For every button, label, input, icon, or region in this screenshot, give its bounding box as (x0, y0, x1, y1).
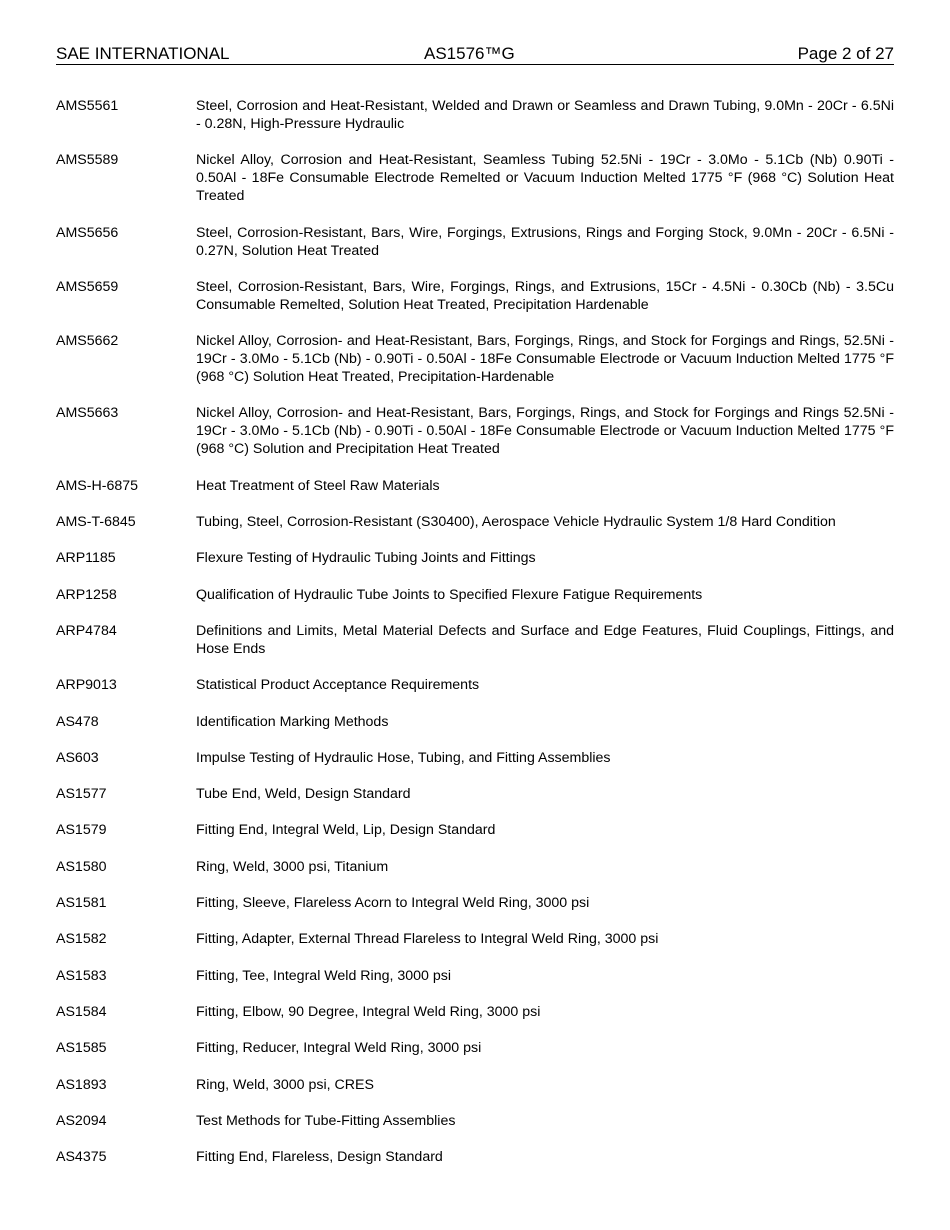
reference-code: AS1579 (56, 822, 107, 839)
reference-title: Identification Marking Methods (196, 713, 389, 730)
reference-code: AS1582 (56, 931, 107, 948)
reference-code: AS1581 (56, 895, 107, 912)
reference-code: AS1583 (56, 967, 107, 984)
reference-code: AMS5561 (56, 98, 119, 114)
reference-item (56, 676, 894, 694)
reference-code: AMS5663 (56, 405, 119, 422)
reference-title: Nickel Alloy, Corrosion- and Heat-Resistant, Bars, Forgings, Rings, and Stock for Forgings and Rings, 52.5Ni - 19Cr - 3.0Mo - 5.1Cb (Nb) - 0.90Ti - 0.50Al - 18Fe Consumable Electrode or Vacuum Induction Melted 1775 °F (968 °C) Solution Heat Treated, Precipitation-Hardenable (196, 333, 894, 386)
reference-code: AMS5589 (56, 152, 119, 169)
reference-code: AS1893 (56, 1076, 107, 1093)
reference-item (56, 278, 894, 314)
reference-title: Nickel Alloy, Corrosion and Heat-Resistant, Seamless Tubing 52.5Ni - 19Cr - 3.0Mo - 5.1Cb (Nb) 0.90Ti - 0.50Al - 18Fe Consumable Electrode Remelted or Vacuum Induction Melted 1775 °F (968 °C) Solution Heat Treated (196, 152, 894, 205)
reference-item (56, 622, 894, 658)
reference-code: AMS5659 (56, 278, 119, 295)
reference-item (56, 151, 894, 205)
reference-code: ARP1185 (56, 550, 116, 567)
header-document-id: AS1576™G (424, 44, 515, 63)
reference-item (56, 1112, 894, 1130)
reference-item (56, 930, 894, 948)
reference-item (56, 967, 894, 985)
reference-title: Fitting, Tee, Integral Weld Ring, 3000 psi (196, 967, 451, 984)
header-organization: SAE INTERNATIONAL (56, 44, 230, 63)
reference-item (56, 1148, 894, 1166)
reference-title: Fitting, Elbow, 90 Degree, Integral Weld Ring, 3000 psi (196, 1003, 541, 1020)
reference-item (56, 1003, 894, 1021)
reference-title: Impulse Testing of Hydraulic Hose, Tubing, and Fitting Assemblies (196, 749, 611, 766)
reference-code: AS1585 (56, 1040, 107, 1057)
reference-list (56, 97, 894, 1184)
reference-code: AS478 (56, 713, 99, 730)
reference-item (56, 894, 894, 912)
reference-title: Steel, Corrosion-Resistant, Bars, Wire, Forgings, Rings, and Extrusions, 15Cr - 4.5Ni - 0.30Cb (Nb) - 3.5Cu Consumable Remelted, Solution Heat Treated, Precipitation Hardenable (196, 278, 894, 313)
reference-code: ARP9013 (56, 677, 117, 694)
reference-code: ARP4784 (56, 622, 117, 639)
reference-code: AS2094 (56, 1112, 107, 1129)
reference-code: AMS5662 (56, 333, 119, 350)
reference-code: AMS5656 (56, 224, 119, 241)
reference-item (56, 1076, 894, 1094)
header-page-number: Page 2 of 27 (797, 44, 894, 63)
reference-title: Nickel Alloy, Corrosion- and Heat-Resistant, Bars, Forgings, Rings, and Stock for Forgings and Rings 52.5Ni - 19Cr - 3.0Mo - 5.1Cb (Nb) - 0.90Ti - 0.50Al - 18Fe Consumable Electrode or Vacuum Induction Melted 1775 °F (968 °C) Solution and Precipitation Heat Treated (196, 405, 894, 458)
reference-title: Qualification of Hydraulic Tube Joints to Specified Flexure Fatigue Requirements (196, 586, 703, 603)
reference-code: AS1584 (56, 1003, 107, 1020)
reference-title: Fitting, Sleeve, Flareless Acorn to Integral Weld Ring, 3000 psi (196, 895, 590, 912)
reference-item (56, 858, 894, 876)
reference-item (56, 477, 894, 495)
reference-code: AMS-T-6845 (56, 514, 136, 531)
reference-item (56, 97, 894, 133)
reference-item (56, 785, 894, 803)
reference-code: AMS-H-6875 (56, 477, 139, 494)
reference-title: Fitting, Reducer, Integral Weld Ring, 3000 psi (196, 1040, 482, 1057)
reference-code: AS1580 (56, 858, 107, 875)
reference-item (56, 513, 894, 531)
reference-title: Fitting End, Integral Weld, Lip, Design Standard (196, 822, 496, 839)
reference-title: Heat Treatment of Steel Raw Materials (196, 477, 440, 494)
reference-title: Ring, Weld, 3000 psi, CRES (196, 1076, 374, 1093)
reference-code: AS1577 (56, 786, 107, 803)
page-header (56, 44, 894, 65)
reference-item (56, 332, 894, 386)
reference-code: AS603 (56, 749, 99, 766)
reference-title: Statistical Product Acceptance Requirements (196, 677, 480, 694)
reference-title: Tube End, Weld, Design Standard (196, 786, 411, 803)
reference-item (56, 1039, 894, 1057)
reference-item (56, 713, 894, 731)
reference-item (56, 749, 894, 767)
reference-title: Steel, Corrosion-Resistant, Bars, Wire, Forgings, Extrusions, Rings and Forging Stock, 9.0Mn - 20Cr - 6.5Ni - 0.27N, Solution Heat Treated (196, 224, 894, 259)
reference-item (56, 404, 894, 458)
reference-code: AS4375 (56, 1149, 107, 1166)
reference-title: Tubing, Steel, Corrosion-Resistant (S30400), Aerospace Vehicle Hydraulic System 1/8 Hard Condition (196, 514, 836, 531)
reference-code: ARP1258 (56, 586, 117, 603)
reference-item (56, 549, 894, 567)
reference-item (56, 586, 894, 604)
reference-item (56, 821, 894, 839)
reference-title: Ring, Weld, 3000 psi, Titanium (196, 858, 389, 875)
reference-title: Steel, Corrosion and Heat-Resistant, Welded and Drawn or Seamless and Drawn Tubing, 9.0Mn - 20Cr - 6.5Ni - 0.28N, High-Pressure Hydraulic (196, 98, 894, 132)
reference-title: Definitions and Limits, Metal Material Defects and Surface and Edge Features, Fluid Couplings, Fittings, and Hose Ends (196, 622, 894, 657)
reference-title: Test Methods for Tube-Fitting Assemblies (196, 1112, 456, 1129)
reference-title: Fitting, Adapter, External Thread Flareless to Integral Weld Ring, 3000 psi (196, 931, 659, 948)
reference-item (56, 224, 894, 260)
reference-title: Fitting End, Flareless, Design Standard (196, 1149, 443, 1166)
reference-title: Flexure Testing of Hydraulic Tubing Joints and Fittings (196, 550, 536, 567)
